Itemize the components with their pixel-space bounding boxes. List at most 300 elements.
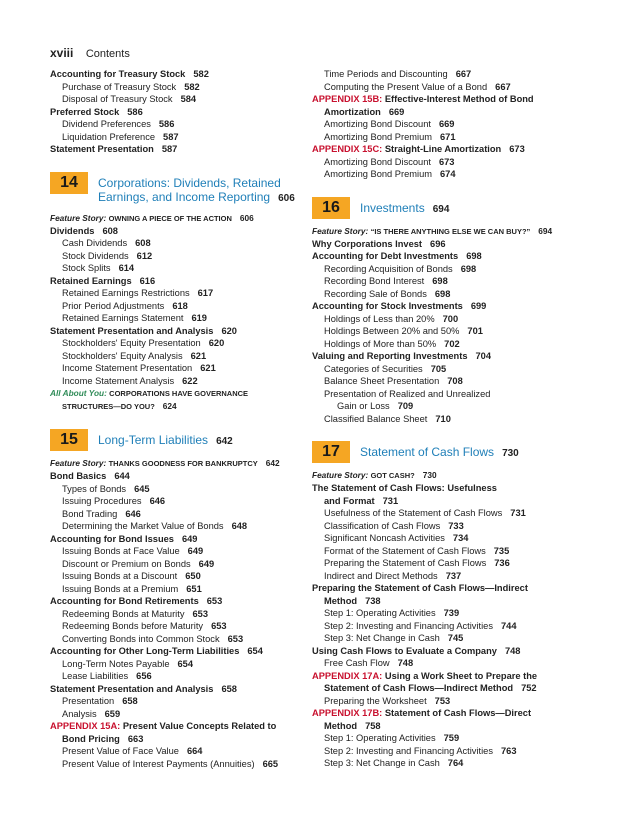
entry-title: Prior Period Adjustments	[62, 300, 165, 311]
entry-title: Categories of Securities	[324, 363, 423, 374]
appendix-label: APPENDIX 15B:	[312, 94, 385, 104]
toc-subsection-entry[interactable]	[312, 413, 604, 426]
page-number: 653	[206, 596, 223, 606]
entry-title: Amortizing Bond Discount	[324, 119, 431, 129]
appendix-title-continuation	[312, 106, 604, 119]
feature-story-entry[interactable]	[312, 469, 604, 482]
page-number: 739	[443, 608, 460, 618]
page-number: 654	[177, 658, 194, 669]
entry-title: Valuing and Reporting Investments	[312, 351, 468, 361]
entry-title: Method	[324, 595, 358, 606]
entry-title: Retained Earnings Statement	[62, 313, 184, 323]
toc-subsection-entry[interactable]	[312, 532, 604, 545]
appendix-title-cont: Bond Pricing	[62, 733, 120, 744]
toc-subsection-entry[interactable]	[50, 558, 332, 571]
appendix-title-cont: Statement of Cash Flows—Indirect Method	[324, 683, 514, 693]
toc-section-entry[interactable]	[312, 582, 604, 595]
chapter-number-badge: 14	[50, 172, 88, 194]
entry-title: Purchase of Treasury Stock	[62, 81, 177, 92]
entry-title: Issuing Procedures	[62, 496, 142, 506]
page-number: 734	[452, 533, 469, 543]
toc-section-entry[interactable]	[312, 595, 604, 608]
chapter-page-number: 606	[278, 192, 295, 204]
entry-title: Amortizing Bond Discount	[324, 156, 431, 167]
page-number: 620	[221, 325, 237, 336]
page-number: 658	[122, 696, 138, 706]
chapter-heading[interactable]	[312, 197, 604, 219]
entry-title: Holdings of Less than 20%	[324, 313, 435, 324]
page-number: 738	[365, 595, 381, 606]
toc-subsection-entry[interactable]	[312, 375, 604, 388]
page-number: 649	[198, 558, 215, 569]
toc-subsection-entry[interactable]	[50, 495, 332, 508]
page-number: 664	[186, 746, 203, 756]
feature-story-label: Feature Story:	[50, 212, 109, 223]
page-number: 586	[127, 106, 143, 117]
chapter-title	[360, 445, 519, 461]
entry-title: Presentation of Realized and Unrealized	[324, 388, 491, 399]
page-number: 667	[455, 69, 472, 79]
page-number: 763	[501, 745, 517, 756]
toc-section-entry[interactable]	[312, 350, 604, 363]
entry-title: Significant Noncash Activities	[324, 533, 445, 543]
page-number: 650	[185, 571, 201, 581]
entry-title: Recording Bond Interest	[324, 276, 425, 286]
toc-subsection-entry[interactable]	[312, 570, 604, 583]
page-number: 694	[538, 225, 553, 236]
chapter-page-number: 642	[216, 436, 233, 447]
entry-title: Recording Acquisition of Bonds	[324, 263, 453, 274]
entry-title: Accounting for Stock Investments	[312, 301, 463, 311]
toc-subsection-entry[interactable]	[50, 237, 332, 250]
page-number: 646	[149, 496, 166, 506]
toc-section-entry[interactable]	[50, 225, 332, 238]
chapter-heading[interactable]	[50, 429, 332, 451]
entry-title: Stockholders' Equity Analysis	[62, 350, 183, 361]
page-number: 620	[208, 338, 225, 348]
page-number: 644	[114, 471, 130, 481]
toc-subsection-entry[interactable]	[312, 557, 604, 570]
page-number: 606	[239, 212, 254, 223]
entry-title: Recording Sale of Bonds	[324, 288, 427, 299]
toc-subsection-entry[interactable]	[50, 81, 332, 94]
toc-subsection-entry[interactable]	[50, 337, 332, 350]
entry-title: Issuing Bonds at a Premium	[62, 583, 179, 594]
entry-title: Step 3: Net Change in Cash	[324, 758, 440, 768]
page-number: 702	[444, 338, 460, 349]
entry-title: Bond Basics	[50, 471, 107, 481]
toc-subsection-entry[interactable]	[312, 131, 604, 144]
toc-subsection-entry[interactable]	[50, 350, 332, 363]
entry-title: Accounting for Treasury Stock	[50, 69, 186, 79]
toc-subsection-entry[interactable]	[312, 313, 604, 326]
chapter-number-badge: 16	[312, 197, 350, 219]
feature-story-entry[interactable]	[312, 225, 604, 238]
entry-title: and Format	[324, 495, 375, 506]
entry-title: Long-Term Notes Payable	[62, 658, 170, 669]
appendix-label: APPENDIX 15A:	[50, 721, 123, 731]
toc-section-entry[interactable]	[50, 325, 332, 338]
entry-title: Balance Sheet Presentation	[324, 376, 440, 386]
page-number: 651	[186, 583, 202, 594]
page-number: 648	[231, 521, 248, 531]
entry-title: The Statement of Cash Flows: Usefulness	[312, 483, 497, 493]
entry-title: Stock Dividends	[62, 250, 129, 261]
feature-story-title: GOT CASH?	[370, 471, 415, 480]
toc-subsection-entry[interactable]	[312, 632, 604, 645]
entry-title: Using Cash Flows to Evaluate a Company	[312, 645, 497, 656]
page-number: 748	[504, 645, 521, 656]
chapter-heading[interactable]	[312, 441, 604, 463]
page-number: 698	[466, 251, 482, 261]
page-number: 586	[158, 119, 175, 129]
page-number: 645	[134, 483, 150, 494]
page-number: 708	[447, 376, 463, 386]
toc-subsection-entry[interactable]	[312, 745, 604, 758]
page-number: 584	[180, 94, 197, 104]
toc-subsection-entry[interactable]	[50, 608, 332, 621]
page-number: 646	[125, 508, 141, 519]
entry-title: Dividend Preferences	[62, 119, 151, 129]
toc-subsection-entry[interactable]	[50, 483, 332, 496]
feature-story-label: Feature Story:	[312, 470, 371, 480]
page-number: 587	[163, 131, 179, 142]
chapter-title-text: Long-Term Liabilities	[98, 433, 209, 447]
toc-section-entry[interactable]	[50, 533, 332, 546]
page-number: 665	[262, 758, 279, 769]
page-number: 642	[265, 458, 280, 468]
toc-subsection-entry[interactable]	[50, 93, 332, 106]
page-title: Contents	[85, 48, 130, 60]
toc-subsection-entry[interactable]	[312, 400, 604, 413]
entry-title: Retained Earnings Restrictions	[62, 288, 190, 298]
toc-subsection-entry[interactable]	[312, 156, 604, 169]
toc-section-entry[interactable]	[50, 143, 332, 156]
toc-subsection-entry[interactable]	[50, 508, 332, 521]
feature-story-title: OWNING A PIECE OF THE ACTION	[108, 213, 232, 223]
entry-title: Lease Liabilities	[62, 671, 129, 681]
toc-subsection-entry[interactable]	[50, 758, 332, 771]
entry-title: Issuing Bonds at a Discount	[62, 571, 178, 581]
page-number: 736	[494, 558, 510, 568]
appendix-entry[interactable]	[312, 707, 604, 720]
all-about-you-label: All About You:	[50, 388, 110, 398]
appendix-title: Present Value Concepts Related to	[122, 721, 277, 731]
entry-title: Gain or Loss	[337, 401, 390, 411]
entry-title: Stockholders' Equity Presentation	[62, 338, 201, 348]
page-number: 624	[162, 401, 177, 411]
page-number: 656	[136, 671, 152, 681]
page-number: 764	[447, 758, 464, 768]
toc-subsection-entry[interactable]	[50, 633, 332, 646]
chapter-number-badge: 15	[50, 429, 88, 451]
chapter-title-text: Statement of Cash Flows	[360, 445, 495, 459]
entry-title: Time Periods and Discounting	[324, 69, 448, 79]
toc-subsection-entry[interactable]	[312, 757, 604, 770]
entry-title: Issuing Bonds at Face Value	[62, 546, 180, 556]
page-number: 649	[181, 533, 198, 544]
toc-subsection-entry[interactable]	[50, 118, 332, 131]
page-number: 622	[182, 375, 198, 386]
entry-title: Classification of Cash Flows	[324, 520, 441, 531]
appendix-title-cont: Method	[324, 720, 358, 731]
toc-subsection-entry[interactable]	[50, 312, 332, 325]
toc-subsection-entry[interactable]	[50, 545, 332, 558]
chapter-page-number: 694	[432, 203, 450, 215]
entry-title: Free Cash Flow	[324, 658, 390, 668]
toc-section-entry[interactable]	[50, 275, 332, 288]
page-number: 735	[493, 545, 510, 556]
entry-title: Holdings of More than 50%	[324, 338, 437, 349]
toc-subsection-entry[interactable]	[50, 620, 332, 633]
page-number: 730	[422, 470, 437, 480]
toc-subsection-entry[interactable]	[50, 695, 332, 708]
toc-section-entry[interactable]	[50, 595, 332, 608]
entry-title: Step 1: Operating Activities	[324, 733, 436, 743]
page-number: 698	[460, 263, 477, 274]
toc-subsection-entry[interactable]	[50, 708, 332, 721]
toc-subsection-entry[interactable]	[312, 695, 604, 708]
entry-title: Statement Presentation and Analysis	[50, 683, 214, 694]
toc-section-entry[interactable]	[312, 238, 604, 251]
appendix-title-continuation	[312, 682, 604, 695]
feature-story-label: Feature Story:	[50, 458, 109, 468]
chapter-title-text: Corporations: Dividends, Retained Earnings, and Income Reporting	[98, 175, 281, 204]
page-number: 700	[442, 313, 459, 324]
page-number: 709	[397, 401, 414, 411]
page-number: 698	[432, 276, 448, 286]
entry-title: Classified Balance Sheet	[324, 413, 428, 424]
appendix-title-cont: Amortization	[324, 106, 381, 117]
appendix-title-continuation	[50, 733, 332, 746]
toc-subsection-entry[interactable]	[50, 250, 332, 263]
toc-subsection-entry[interactable]	[312, 288, 604, 301]
page-number: 698	[434, 288, 451, 299]
page-number: xviii	[50, 46, 74, 60]
chapter-title-text: Investments	[360, 200, 425, 215]
feature-story-label: Feature Story:	[312, 225, 371, 236]
toc-section-entry[interactable]	[312, 250, 604, 263]
entry-title: Redeeming Bonds before Maturity	[62, 621, 204, 631]
toc-subsection-entry[interactable]	[312, 81, 604, 94]
page-number: 669	[438, 119, 455, 129]
entry-title: Format of the Statement of Cash Flows	[324, 545, 486, 556]
all-about-you-title-cont: STRUCTURES—DO YOU?	[62, 402, 155, 411]
page-number: 753	[434, 695, 451, 706]
entry-title: Why Corporations Invest	[312, 238, 423, 249]
toc-subsection-entry[interactable]	[312, 263, 604, 276]
appendix-label: APPENDIX 17A:	[312, 670, 385, 681]
toc-right-column	[312, 68, 604, 770]
entry-title: Preparing the Statement of Cash Flows	[324, 558, 487, 568]
toc-subsection-entry[interactable]	[312, 168, 604, 181]
toc-subsection-entry[interactable]	[312, 68, 604, 81]
entry-title: Bond Trading	[62, 508, 118, 519]
toc-section-entry[interactable]	[50, 683, 332, 696]
page-number: 671	[440, 131, 456, 142]
feature-story-entry[interactable]	[50, 212, 332, 225]
toc-subsection-entry[interactable]	[312, 338, 604, 351]
page-number: 737	[445, 570, 462, 581]
entry-title: Present Value of Interest Payments (Annuities)	[62, 758, 255, 769]
toc-subsection-entry[interactable]	[312, 607, 604, 620]
page-number: 653	[227, 633, 244, 644]
page-number: 608	[102, 225, 118, 236]
toc-section-entry[interactable]	[50, 645, 332, 658]
chapter-title	[98, 433, 233, 449]
entry-title: Computing the Present Value of a Bond	[324, 81, 488, 92]
page-number: 752	[521, 683, 537, 693]
page-number: 759	[443, 733, 460, 743]
toc-subsection-entry[interactable]	[50, 375, 332, 388]
toc-subsection-entry[interactable]	[312, 325, 604, 338]
page-number: 654	[247, 646, 263, 656]
page-number: 663	[127, 733, 144, 744]
feature-story-entry[interactable]	[50, 457, 332, 470]
chapter-title	[360, 201, 449, 217]
appendix-title-continuation	[312, 720, 604, 733]
page-number: 614	[118, 263, 135, 273]
entry-title: Redeeming Bonds at Maturity	[62, 608, 185, 619]
entry-title: Accounting for Debt Investments	[312, 251, 459, 261]
entry-title: Liquidation Preference	[62, 131, 156, 142]
all-about-you-entry[interactable]	[50, 387, 332, 400]
entry-title: Converting Bonds into Common Stock	[62, 633, 220, 644]
page-number: 616	[139, 275, 156, 286]
appendix-title: Statement of Cash Flows—Direct	[384, 708, 532, 718]
page-number: 701	[467, 326, 483, 336]
page-number: 582	[193, 69, 209, 79]
page-number: 658	[221, 683, 237, 694]
toc-subsection-entry[interactable]	[312, 620, 604, 633]
toc-section-entry[interactable]	[50, 106, 332, 119]
toc-subsection-entry[interactable]	[312, 657, 604, 670]
toc-subsection-entry[interactable]	[312, 545, 604, 558]
entry-title: Step 3: Net Change in Cash	[324, 633, 440, 643]
page-number: 696	[430, 238, 446, 249]
page-number: 608	[135, 238, 151, 248]
entry-title: Income Statement Analysis	[62, 375, 175, 386]
page-number: 653	[211, 621, 227, 631]
toc-subsection-entry[interactable]	[50, 520, 332, 533]
entry-title: Preparing the Statement of Cash Flows—Indirect	[312, 583, 528, 593]
page-number: 669	[388, 106, 405, 117]
entry-title: Dividends	[50, 225, 95, 236]
feature-story-title: THANKS GOODNESS FOR BANKRUPTCY	[108, 459, 258, 468]
appendix-label: APPENDIX 15C:	[312, 144, 385, 154]
page-number: 649	[187, 546, 204, 556]
page-number: 667	[495, 81, 511, 92]
page-number: 745	[447, 633, 464, 643]
toc-subsection-entry[interactable]	[50, 658, 332, 671]
entry-title: Preparing the Worksheet	[324, 695, 427, 706]
chapter-page-number: 730	[502, 448, 519, 459]
appendix-label: APPENDIX 17B:	[312, 708, 385, 718]
toc-subsection-entry[interactable]	[312, 732, 604, 745]
page-number: 618	[172, 300, 188, 311]
entry-title: Accounting for Bond Issues	[50, 533, 174, 544]
toc-subsection-entry[interactable]	[50, 670, 332, 683]
page-number: 621	[190, 350, 207, 361]
toc-left-column	[50, 68, 332, 770]
chapter-number-badge: 17	[312, 441, 350, 463]
appendix-title: Effective-Interest Method of Bond	[384, 94, 534, 104]
entry-title: Present Value of Face Value	[62, 746, 179, 756]
toc-subsection-entry[interactable]	[312, 388, 604, 401]
page-number: 731	[382, 495, 399, 506]
toc-subsection-entry[interactable]	[50, 362, 332, 375]
toc-subsection-entry[interactable]	[50, 583, 332, 596]
entry-title: Amortizing Bond Premium	[324, 131, 432, 142]
entry-title: Determining the Market Value of Bonds	[62, 521, 224, 531]
toc-subsection-entry[interactable]	[312, 520, 604, 533]
page-number: 748	[397, 658, 414, 668]
entry-title: Analysis	[62, 708, 97, 719]
entry-title: Accounting for Other Long-Term Liabilities	[50, 646, 240, 656]
toc-section-entry[interactable]	[50, 470, 332, 483]
page-number: 758	[365, 720, 381, 731]
page-number: 699	[470, 301, 487, 311]
page-number: 673	[438, 156, 455, 167]
toc-section-entry[interactable]	[312, 482, 604, 495]
entry-title: Usefulness of the Statement of Cash Flows	[324, 508, 503, 518]
toc-subsection-entry[interactable]	[312, 275, 604, 288]
entry-title: Disposal of Treasury Stock	[62, 94, 173, 104]
toc-subsection-entry[interactable]	[50, 745, 332, 758]
entry-title: Presentation	[62, 696, 115, 706]
page-number: 619	[191, 313, 207, 323]
page-number: 582	[184, 81, 200, 92]
toc-subsection-entry[interactable]	[312, 363, 604, 376]
page-number: 587	[161, 144, 178, 154]
page-header	[50, 44, 130, 62]
appendix-title: Using a Work Sheet to Prepare the	[384, 670, 538, 681]
entry-title: Amortizing Bond Premium	[324, 169, 432, 179]
appendix-entry[interactable]	[312, 93, 604, 106]
page-number: 653	[192, 608, 208, 619]
toc-section-entry[interactable]	[312, 495, 604, 508]
toc-section-entry[interactable]	[312, 645, 604, 658]
entry-title: Statement Presentation and Analysis	[50, 325, 214, 336]
entry-title: Preferred Stock	[50, 106, 120, 117]
entry-title: Types of Bonds	[62, 483, 127, 494]
toc-subsection-entry[interactable]	[50, 570, 332, 583]
page-number: 659	[104, 708, 121, 719]
entry-title: Statement Presentation	[50, 144, 154, 154]
page-number: 617	[197, 288, 214, 298]
toc-section-entry[interactable]	[50, 68, 332, 81]
feature-story-title: “IS THERE ANYTHING ELSE WE CAN BUY?”	[370, 226, 531, 236]
toc-subsection-entry[interactable]	[50, 300, 332, 313]
toc-subsection-entry[interactable]	[50, 262, 332, 275]
page-number: 710	[435, 413, 451, 424]
toc-section-entry[interactable]	[312, 300, 604, 313]
entry-title: Holdings Between 20% and 50%	[324, 326, 460, 336]
entry-title: Indirect and Direct Methods	[324, 570, 438, 581]
chapter-heading[interactable]	[50, 172, 332, 206]
appendix-entry[interactable]	[312, 670, 604, 683]
toc-subsection-entry[interactable]	[50, 131, 332, 144]
toc-subsection-entry[interactable]	[50, 287, 332, 300]
appendix-entry[interactable]	[312, 143, 604, 156]
appendix-entry[interactable]	[50, 720, 332, 733]
page-number: 674	[440, 169, 456, 179]
entry-title: Step 2: Investing and Financing Activities	[324, 620, 493, 631]
toc-subsection-entry[interactable]	[312, 507, 604, 520]
page-number: 621	[200, 363, 216, 373]
page-number: 612	[136, 250, 153, 261]
toc-subsection-entry[interactable]	[312, 118, 604, 131]
